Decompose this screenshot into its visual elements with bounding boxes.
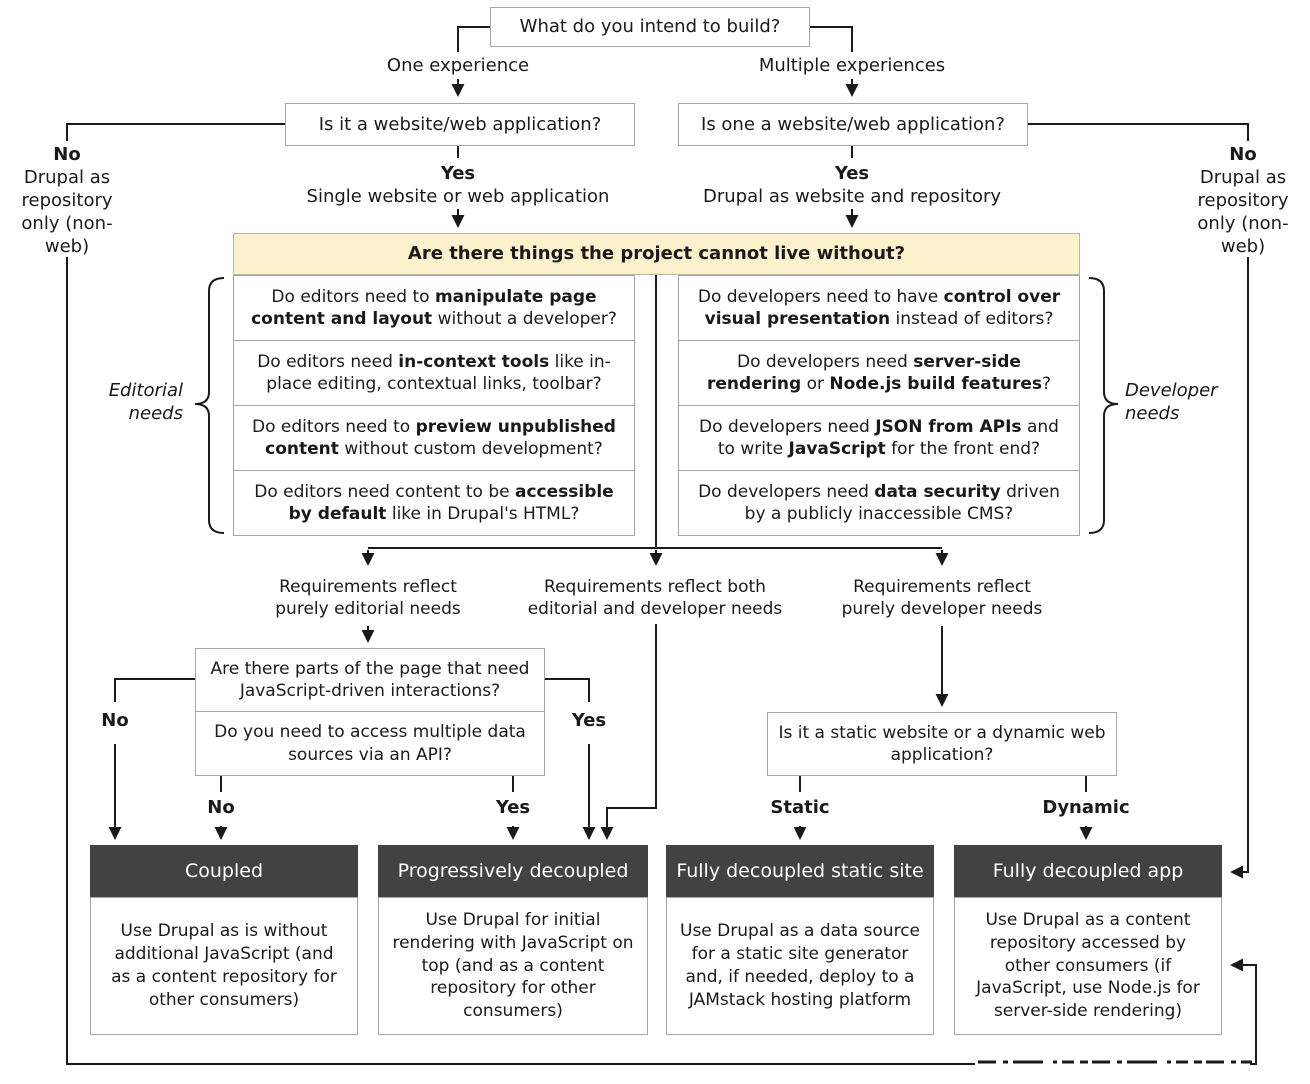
question-website-multiple (678, 103, 1028, 146)
result-description-fully-decoupled-app-text: Use Drupal as a content repository accessed by other consumers (if JavaScript, use Node.js for server-side rendering) (976, 909, 1200, 1022)
api-sources-question (195, 711, 545, 776)
branch-label-one-experience: One experience (386, 55, 530, 76)
developer-needs-label: Developer needs (1125, 380, 1218, 424)
developer-question-4-text: Do developers need data security driven by a publicly inaccessible CMS? (698, 481, 1060, 524)
root-question-box (490, 7, 810, 47)
developer-question-4 (678, 470, 1080, 536)
outcome-no-right-label: No (1229, 144, 1257, 165)
branch-label-multiple-experiences: Multiple experiences (758, 55, 946, 76)
branch-yes-side: Yes (571, 710, 607, 731)
result-title-fully-decoupled-static-site (666, 845, 934, 897)
outcome-yes-multiple (692, 162, 1012, 208)
editorial-question-3-text: Do editors need to preview unpublished content without custom development? (252, 416, 616, 459)
result-title-fully-decoupled-app (954, 845, 1222, 897)
editorial-question-1 (233, 275, 635, 341)
editorial-question-2 (233, 340, 635, 406)
edge-jsq-yes-side-a (545, 679, 589, 702)
developer-needs-brace (1089, 278, 1118, 533)
outcome-no-right (1183, 143, 1303, 258)
outcome-no-left-label: No (53, 144, 81, 165)
editorial-question-2-text: Do editors need in-context tools like in-place editing, contextual links, toolbar? (257, 351, 611, 394)
outcome-no-right-text: Drupal as repository only (non-web) (1197, 167, 1289, 258)
result-description-fully-decoupled-static-site-text: Use Drupal as a data source for a static site generator and, if needed, deploy to a JAMstack hosting platform (680, 921, 921, 1010)
question-website-multiple-text: Is one a website/web application? (701, 113, 1005, 135)
developer-question-3-text: Do developers need JSON from APIs and to write JavaScript for the front end? (699, 416, 1059, 459)
edge-no-right-top (1028, 124, 1248, 141)
edge-no-right-route (1232, 257, 1248, 872)
editorial-question-4-text: Do editors need content to be accessible by default like in Drupal's HTML? (254, 481, 614, 524)
static-dynamic-question-text: Is it a static website or a dynamic web application? (778, 722, 1106, 765)
requirements-developer-label: Requirements reflect purely developer needs (841, 577, 1043, 620)
result-description-coupled (90, 897, 358, 1035)
result-description-fully-decoupled-app (954, 897, 1222, 1035)
result-description-progressively-decoupled (378, 897, 648, 1035)
edge-no-left-top (67, 124, 285, 141)
developer-question-2-text: Do developers need server-side rendering or Node.js build features? (706, 351, 1052, 394)
outcome-no-left-text: Drupal as repository only (non-web) (21, 167, 113, 258)
edge-both-to-progressive (607, 624, 656, 838)
outcome-no-left (7, 143, 127, 258)
outcome-yes-multiple-text: Drupal as website and repository (702, 186, 1002, 208)
root-question-text: What do you intend to build? (519, 16, 781, 38)
developer-question-3 (678, 405, 1080, 471)
result-title-coupled-text: Coupled (184, 860, 264, 882)
result-description-fully-decoupled-static-site (666, 897, 934, 1035)
js-interactions-question-text: Are there parts of the page that need JavaScript-driven interactions? (210, 658, 530, 701)
result-description-coupled-text: Use Drupal as is without additional JavaScript (and as a content repository for other consumers) (111, 921, 337, 1010)
branch-no-side: No (101, 710, 129, 731)
critical-question-text: Are there things the project cannot live without? (407, 243, 906, 265)
static-dynamic-question (767, 712, 1117, 776)
edge-root-one (458, 27, 490, 52)
result-title-fully-decoupled-static-site-text: Fully decoupled static site (676, 860, 924, 882)
result-description-progressively-decoupled-text: Use Drupal for initial rendering with JavaScript on top (and as a content repository for other consumers) (392, 909, 634, 1022)
branch-yes-bottom: Yes (495, 797, 531, 818)
branch-dynamic: Dynamic (1042, 797, 1130, 818)
editorial-question-1-text: Do editors need to manipulate page content and layout without a developer? (251, 286, 617, 329)
question-website-single (285, 103, 635, 146)
outcome-yes-single-label: Yes (440, 163, 476, 184)
result-title-coupled (90, 845, 358, 897)
requirements-editorial-label: Requirements reflect purely editorial needs (275, 577, 461, 620)
branch-static: Static (770, 797, 830, 818)
edge-jsq-no-side-a (115, 679, 195, 702)
requirements-both-label: Requirements reflect both editorial and developer needs (527, 577, 783, 620)
developer-question-2 (678, 340, 1080, 406)
outcome-yes-multiple-label: Yes (834, 163, 870, 184)
critical-question-box (233, 233, 1080, 275)
question-website-single-text: Is it a website/web application? (318, 113, 602, 135)
watermark-remnant (975, 1062, 1252, 1064)
editorial-question-3 (233, 405, 635, 471)
js-interactions-question (195, 648, 545, 712)
api-sources-question-text: Do you need to access multiple data sources via an API? (214, 722, 526, 765)
editorial-needs-brace (195, 278, 224, 533)
outcome-yes-single-text: Single website or web application (306, 186, 610, 208)
developer-question-1 (678, 275, 1080, 341)
editorial-question-4 (233, 470, 635, 536)
result-title-progressively-decoupled (378, 845, 648, 897)
outcome-yes-single (298, 162, 618, 208)
developer-question-1-text: Do developers need to have control over visual presentation instead of editors? (697, 286, 1061, 329)
branch-no-bottom: No (207, 797, 235, 818)
result-title-fully-decoupled-app-text: Fully decoupled app (992, 860, 1184, 882)
editorial-needs-label: Editorial needs (108, 380, 183, 424)
result-title-progressively-decoupled-text: Progressively decoupled (397, 860, 629, 882)
edge-root-multiple (810, 27, 852, 52)
